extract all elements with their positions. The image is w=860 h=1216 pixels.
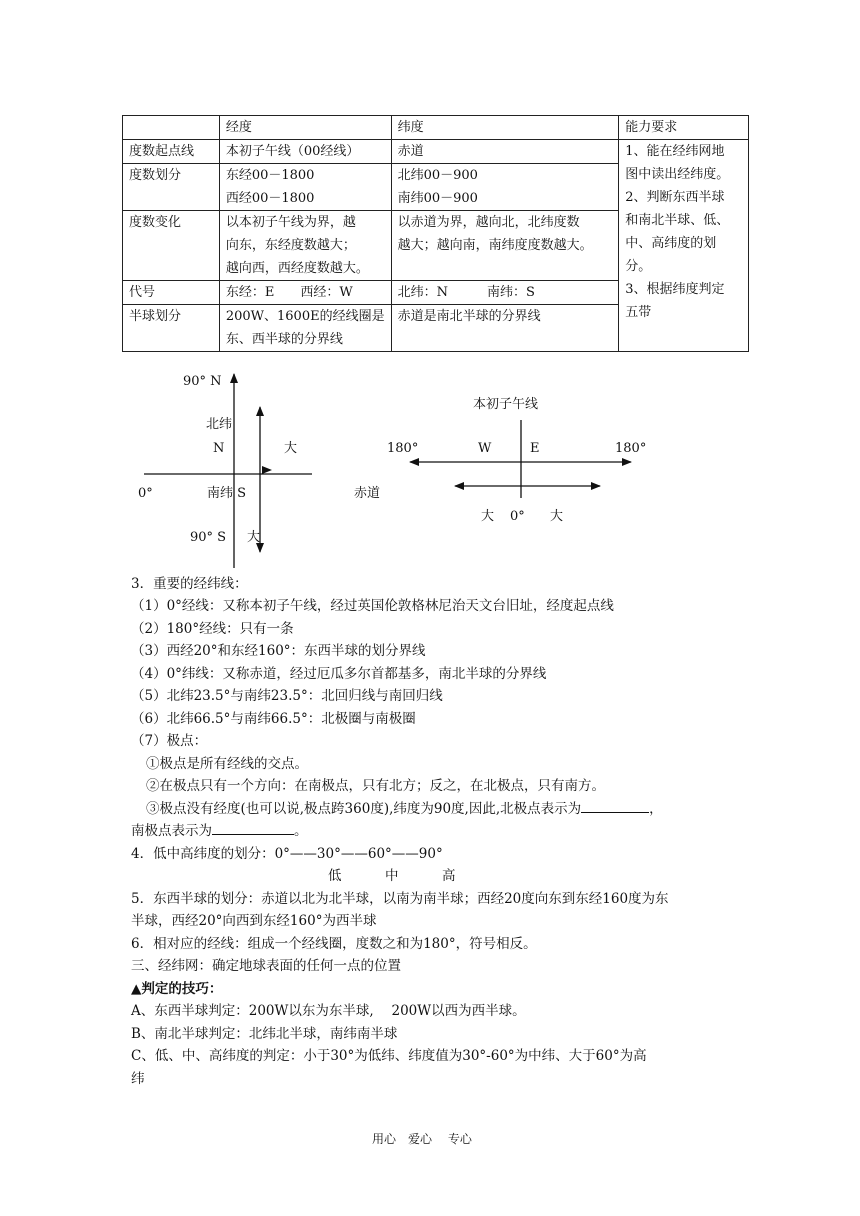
cell-line: 赤道是南北半球的分界线 (397, 309, 541, 324)
ability-requirements-cell (619, 140, 749, 352)
cell-line: 西经00－1800 (225, 191, 315, 206)
south-label: 南纬 S (207, 486, 247, 501)
longitude-cell (219, 140, 391, 164)
top-label: 90° N (183, 374, 222, 389)
pole-point-1: ①极点是所有经线的交点。 (146, 756, 308, 772)
cell-line: 向东，东经度数越大； (225, 238, 356, 253)
section-4: 4．低中高纬度的划分：0°——30°——60°——90° (131, 846, 443, 862)
cell-line: 以本初子午线为界，越 (225, 215, 356, 230)
ability-line: 1、能在经纬网地 (625, 144, 725, 159)
low-label: 低 (328, 868, 342, 884)
table-header-cell (123, 116, 220, 140)
table-header-cell: 能力要求 (619, 116, 749, 140)
cell-line: 200W、1600E的经线圈是 (225, 309, 385, 324)
north-label: 北纬 (206, 417, 233, 432)
e-label: E (530, 441, 540, 456)
longitude-cell (219, 281, 391, 305)
pole-point-2: ②在极点只有一个方向：在南极点，只有北方；反之，在北极点，只有南方。 (146, 778, 605, 794)
ability-line: 五带 (625, 305, 652, 320)
w-label: W (478, 441, 492, 456)
right-180-label: 180° (615, 441, 647, 456)
row-label: 度数变化 (123, 211, 220, 281)
latitude-cell (391, 140, 619, 164)
cell-line: 越向西，西经度数越大。 (225, 261, 369, 276)
zero-label: 0° (138, 486, 153, 501)
item-3: （3）西经20°和东经160°：东西半球的划分界线 (131, 643, 426, 659)
south-pole-blank[interactable] (212, 820, 294, 835)
pole-point-3-text: ③极点没有经度(也可以说,极点跨360度),纬度为90度,因此,北极点表示为 (146, 801, 582, 817)
cell-line: 以赤道为界，越向北，北纬度数 (397, 215, 580, 230)
bottom-zero: 0° (510, 509, 525, 524)
left-180-label: 180° (387, 441, 419, 456)
table-header-cell: 纬度 (391, 116, 619, 140)
item-4: （4）0°纬线：又称赤道，经过厄瓜多尔首都基多，南北半球的分界线 (131, 666, 547, 682)
table-header-cell: 经度 (219, 116, 391, 140)
tip-a: A、东西半球判定：200W以东为东半球, 200W以西为西半球。 (131, 1003, 526, 1019)
bottom-label: 90° S (190, 530, 227, 545)
item-2: （2）180°经线：只有一条 (131, 621, 294, 637)
table-row (123, 140, 749, 164)
prime-meridian-title: 本初子午线 (473, 397, 539, 412)
longitude-cell (219, 211, 391, 281)
section-5-line-2: 半球，西经20°向西到东经160°为西半球 (131, 913, 377, 929)
n-label: N (213, 441, 225, 456)
item-5: （5）北纬23.5°与南纬23.5°：北回归线与南回归线 (131, 688, 443, 704)
south-pole-text: 南极点表示为 (131, 823, 212, 839)
cell-line: 东经：E 西经：W (225, 285, 353, 300)
longitude-cell (219, 164, 391, 211)
pole-point-3 (146, 798, 663, 821)
row-label: 度数起点线 (123, 140, 220, 164)
latitude-cell (391, 164, 619, 211)
cell-line: 东经00－1800 (225, 168, 315, 183)
cell-line: 北纬：N 南纬：S (397, 285, 535, 300)
da-top-label: 大 (284, 441, 298, 456)
page-footer: 用心 爱心 专心 (372, 1132, 472, 1146)
section-5-line-1: 5．东西半球的划分：赤道以北为北半球，以南为南半球；西经20度向东到东经160度为东 (131, 891, 669, 907)
row-label: 代号 (123, 281, 220, 305)
section-6: 6．相对应的经线：组成一个经线圈，度数之和为180°，符号相反。 (131, 936, 537, 952)
tip-c-line-1: C、低、中、高纬度的判定：小于30°为低纬、纬度值为30°-60°为中纬、大于60°为高 (131, 1048, 647, 1064)
section-3-heading: 3．重要的经纬线： (131, 576, 248, 592)
cell-line: 南纬00－900 (397, 191, 478, 206)
bottom-da-left: 大 (481, 509, 495, 524)
ability-line: 2、判断东西半球 (625, 190, 725, 205)
row-label: 半球划分 (123, 305, 220, 352)
ability-line: 图中读出经纬度。 (625, 167, 730, 182)
longitude-cell (219, 305, 391, 352)
mid-label: 中 (385, 868, 399, 884)
tips-heading: ▲判定的技巧： (131, 981, 223, 997)
cell-line: 东、西半球的分界线 (225, 332, 343, 347)
equator-label: 赤道 (354, 486, 381, 501)
latitude-longitude-table (122, 115, 749, 352)
ability-line: 分。 (625, 259, 652, 274)
tip-c-line-2: 纬 (131, 1071, 145, 1087)
bottom-da-right: 大 (550, 509, 564, 524)
latitude-cell (391, 305, 619, 352)
lat-lon-diagrams (0, 360, 860, 580)
da-bottom-label: 大 (247, 530, 261, 545)
south-pole-line (131, 820, 308, 843)
ability-line: 中、高纬度的划 (625, 236, 717, 251)
row-label: 度数划分 (123, 164, 220, 211)
cell-line: 越大；越向南，南纬度度数越大。 (397, 238, 593, 253)
ability-line: 3、根据纬度判定 (625, 282, 725, 297)
item-7: （7）极点： (131, 733, 208, 749)
item-1: （1）0°经线：又称本初子午线，经过英国伦敦格林尼治天文台旧址，经度起点线 (131, 598, 614, 614)
cell-line: 赤道 (397, 144, 424, 159)
high-label: 高 (442, 868, 456, 884)
tip-b: B、南北半球判定：北纬北半球，南纬南半球 (131, 1026, 398, 1042)
comma: ， (649, 801, 663, 817)
table-header-row (123, 116, 749, 140)
ability-line: 和南北半球、低、 (625, 213, 730, 228)
section-3-grid: 三、经纬网：确定地球表面的任何一点的位置 (131, 958, 401, 974)
north-pole-blank[interactable] (581, 798, 649, 813)
cell-line: 北纬00－900 (397, 168, 478, 183)
latitude-cell (391, 211, 619, 281)
small-arrowhead (262, 466, 272, 474)
period: 。 (294, 823, 308, 839)
latitude-cell (391, 281, 619, 305)
item-6: （6）北纬66.5°与南纬66.5°：北极圈与南极圈 (131, 711, 416, 727)
cell-line: 本初子午线（00经线） (225, 144, 360, 159)
